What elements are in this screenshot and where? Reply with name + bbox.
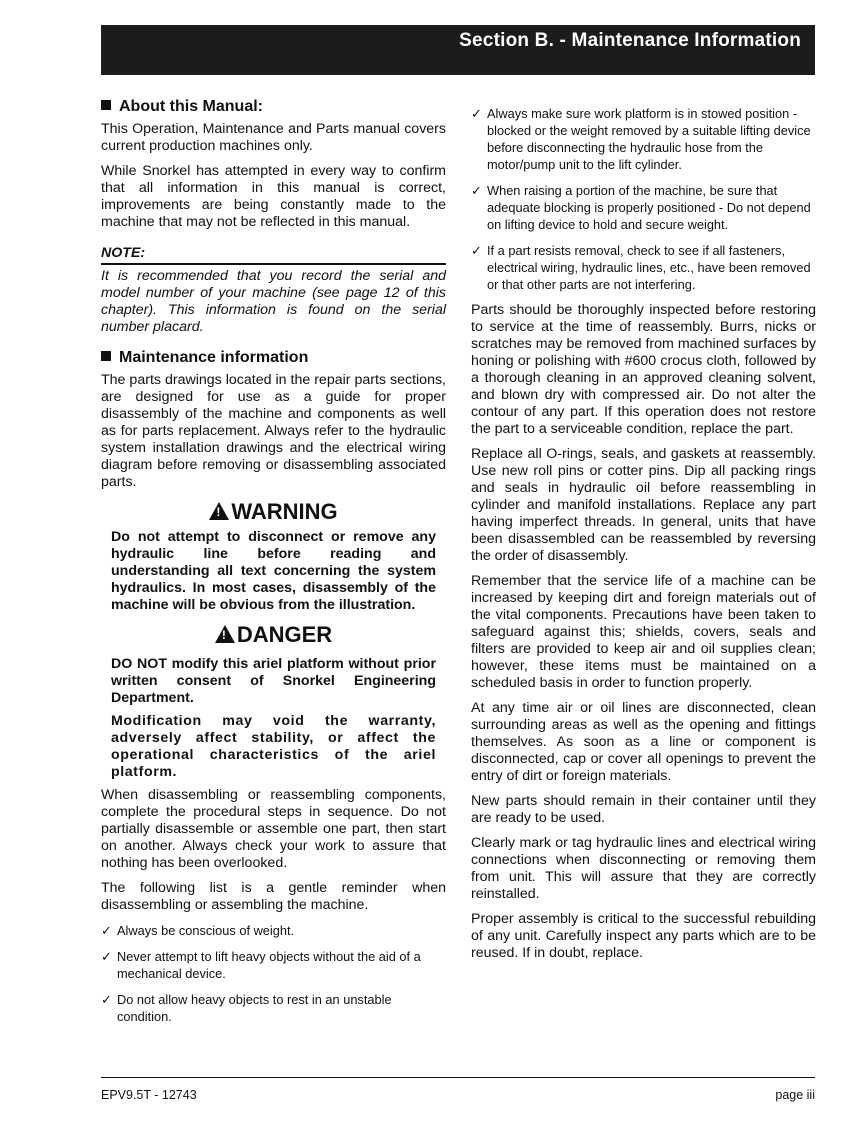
right-column [471,105,816,970]
checkmark-icon: ✓ [471,106,482,121]
danger-text-2: Modification may void the warranty, adversely affect stability, or affect the operational characteristics of the ariel platform. [111,713,436,780]
checkmark-icon: ✓ [471,243,482,258]
maintenance-paragraph: The parts drawings located in the repair parts sections, are designed for use as a guide for proper disassembly of the machine and components as well as for parts replacement. Always refer to the hydraulic system installation drawings and the electrical wiring diagram before removing or disassembling associated parts. [101,372,446,490]
about-paragraph-1: This Operation, Maintenance and Parts manual covers current production machines only. [101,121,446,154]
page-number: page iii [775,1088,815,1102]
section-title: Section B. - Maintenance Information [459,30,801,51]
warning-triangle-icon [209,502,229,520]
assembly-paragraph: Proper assembly is critical to the successful rebuilding of any unit. Carefully inspect any parts which are to be reused. If in doubt, replace. [471,911,816,961]
new-parts-paragraph: New parts should remain in their container until they are ready to be used. [471,793,816,826]
checklist-item: ✓ If a part resists removal, check to see if all fasteners, electrical wiring, hydraulic lines, etc., have been removed or that other parts are not interfering. [471,243,811,292]
checkmark-icon: ✓ [101,949,112,964]
section-header-bar [101,25,815,75]
document-code: EPV9.5T - 12743 [101,1088,197,1102]
note-label: NOTE: [101,245,446,265]
inspection-paragraph: Parts should be thoroughly inspected before restoring to service at the time of reassembly. Burrs, nicks or scratches may be removed from machined surfaces by honing or polishing with #600 crocus cloth, followed by a thorough cleaning in an approved cleaning solvent, and blown dry with compressed air. Do not alter the contour of any part. If this operation does not restore the part to a serviceable condition, replace the part. [471,302,816,437]
checklist-item: ✓ Do not allow heavy objects to rest in an unstable condition. [101,992,392,1024]
danger-text-1: DO NOT modify this ariel platform without prior written consent of Snorkel Engineering Department. [111,656,436,706]
disassembly-paragraph: When disassembling or reassembling components, complete the procedural steps in sequence. Do not partially disassemble or assemble one part, then start on another. Always check your work to assure that nothing has been overlooked. [101,787,446,871]
marking-paragraph: Clearly mark or tag hydraulic lines and electrical wiring connections when disconnecting or removing them from unit. This will assure that they are correctly reinstalled. [471,835,816,902]
square-bullet-icon [101,351,111,361]
lines-paragraph: At any time air or oil lines are disconnected, clean surrounding areas as well as the opening and fittings themselves. As soon as a line or component is disconnected, cap or cover all openings to prevent the entry of dirt or foreign materials. [471,700,816,784]
checklist-item: ✓ Always make sure work platform is in stowed position - blocked or the weight removed by a suitable lifting device before disconnecting the hydraulic hose from the motor/pump unit to the lift cylinder. [471,106,811,172]
checkmark-icon: ✓ [101,923,112,938]
danger-title: !DANGER [101,622,446,648]
seals-paragraph: Replace all O-rings, seals, and gaskets at reassembly. Use new roll pins or cotter pins. Dip all packing rings and seals in hydraulic oil before reassembling in cylinder and manifold installations. Replace any part having imperfect threads. In general, units that have been disassembled can be reassembled by reversing the order of disassembly. [471,446,816,564]
left-column [101,95,446,1034]
warning-title: !WARNING [101,499,446,525]
maintenance-heading: Maintenance information [101,348,446,368]
danger-triangle-icon [215,625,235,643]
note-text: It is recommended that you record the serial and model number of your machine (see page 12 of this chapter). This information is found on the serial number placard. [101,268,446,335]
checklist-item: ✓ Always be conscious of weight. [101,923,295,938]
warning-text: Do not attempt to disconnect or remove any hydraulic line before reading and understanding all text concerning the system hydraulics. In most cases, disassembly of the machine will be obvious from the illustration. [111,529,436,613]
checklist-item: ✓ Never attempt to lift heavy objects without the aid of a mechanical device. [101,949,421,981]
left-checklist [101,922,446,1025]
checklist-item: ✓ When raising a portion of the machine, be sure that adequate blocking is properly positioned - Do not depend on lifting device to hold and secure weight. [471,183,811,232]
square-bullet-icon [101,100,111,110]
service-life-paragraph: Remember that the service life of a machine can be increased by keeping dirt and foreign materials out of the vital components. Precautions have been taken to safeguard against this; shields, covers, seals and filters are provided to keep air and oil supplies clean; however, these items must be maintained on a scheduled basis in order to function properly. [471,573,816,691]
reminder-paragraph: The following list is a gentle reminder when disassembling or assembling the machine. [101,880,446,913]
right-checklist [471,105,816,293]
checkmark-icon: ✓ [471,183,482,198]
checkmark-icon: ✓ [101,992,112,1007]
footer-divider [101,1077,815,1078]
about-heading: About this Manual: [101,97,446,117]
about-paragraph-2: While Snorkel has attempted in every way to confirm that all information in this manual is correct, improvements are being constantly made to the machine that may not be reflected in this manual. [101,163,446,230]
